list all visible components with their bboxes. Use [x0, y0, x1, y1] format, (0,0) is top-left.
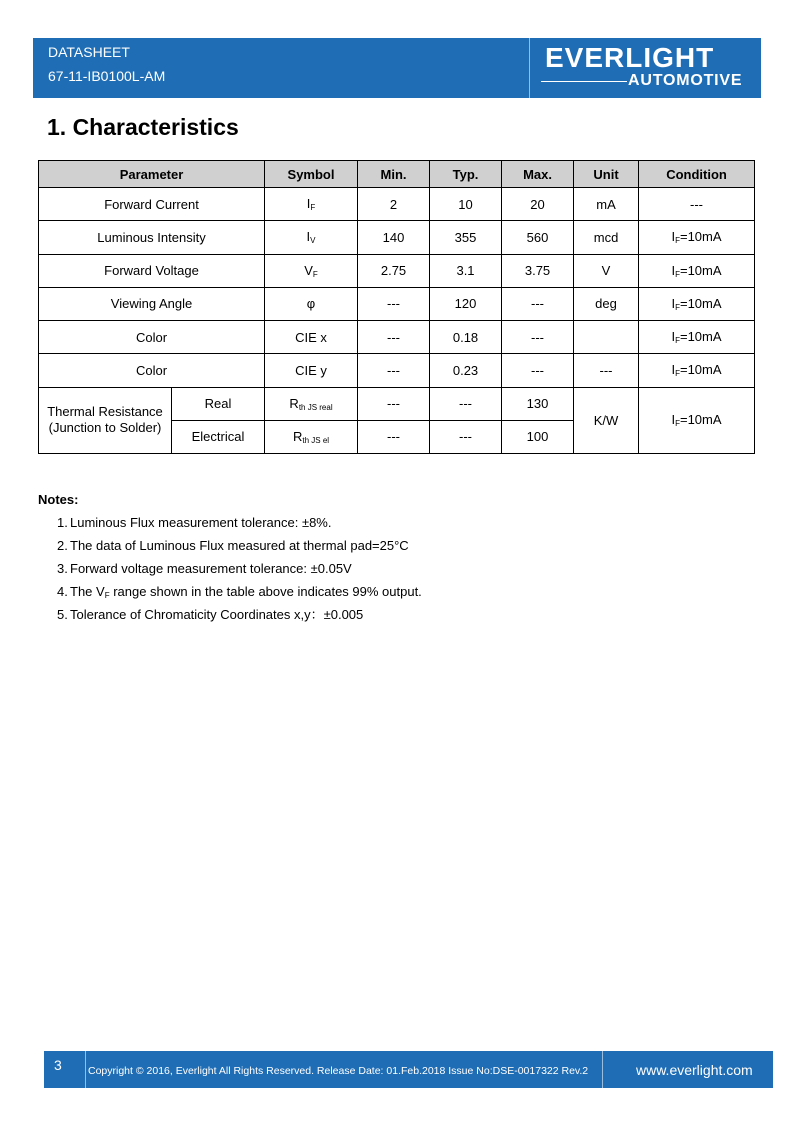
table-row [39, 287, 755, 320]
condition-value: =10mA [679, 329, 722, 345]
symbol-cell [265, 420, 358, 453]
max-cell: 130 [502, 387, 574, 420]
thermal-parameter-cell [39, 387, 172, 454]
thermal-param-line: (Junction to Solder) [48, 420, 162, 436]
note-number: 4. [57, 584, 68, 599]
condition-subscript: F [675, 369, 680, 379]
table-row [39, 221, 755, 254]
symbol-cell [265, 387, 358, 420]
symbol-main: R [289, 395, 299, 411]
table-row [39, 321, 755, 354]
unit-cell: V [574, 254, 639, 287]
typ-cell: --- [430, 387, 502, 420]
table-row [39, 354, 755, 387]
col-header: Symbol [265, 161, 358, 188]
max-cell: --- [502, 321, 574, 354]
note-text: The data of Luminous Flux measured at thermal pad=25°C [70, 538, 409, 553]
symbol-main: CIE x [295, 329, 327, 345]
symbol-main: I [306, 196, 311, 212]
symbol-cell [265, 254, 358, 287]
note-number: 3. [57, 561, 68, 576]
typ-cell: 120 [430, 287, 502, 320]
symbol-cell [265, 287, 358, 320]
symbol-main: R [292, 428, 303, 444]
condition-subscript: F [675, 302, 680, 312]
condition-value: =10mA [679, 295, 722, 311]
note-text: Luminous Flux measurement tolerance: ±8%. [70, 515, 332, 530]
condition-symbol: I [671, 412, 676, 428]
typ-cell: --- [430, 420, 502, 453]
unit-cell: K/W [574, 387, 639, 454]
min-cell: --- [358, 420, 430, 453]
note-text: Forward voltage measurement tolerance: ±0.05V [70, 561, 352, 576]
parameter-cell: Viewing Angle [39, 287, 265, 320]
note-item [57, 606, 422, 629]
condition-symbol: I [671, 262, 676, 278]
symbol-main: CIE y [295, 362, 327, 378]
note-item [57, 537, 422, 560]
symbol-subscript: V [310, 236, 316, 246]
parameter-cell: Color [39, 354, 265, 387]
note-item [57, 560, 422, 583]
part-number-label: 67-11-IB0100L-AM [48, 68, 166, 84]
min-cell: 140 [358, 221, 430, 254]
condition-value: =10mA [679, 262, 722, 278]
note-item [57, 514, 422, 537]
condition-value: =10mA [679, 412, 722, 428]
condition-subscript: F [675, 419, 680, 429]
section-title: 1. Characteristics [47, 114, 239, 140]
condition-symbol: I [671, 329, 676, 345]
symbol-cell [265, 321, 358, 354]
symbol-main: V [304, 262, 313, 278]
copyright-text: Copyright © 2016, Everlight All Rights Reserved. Release Date: 01.Feb.2018 Issue No:DSE-0017322 Rev.2 [88, 1065, 589, 1077]
symbol-cell [265, 221, 358, 254]
note-item [57, 583, 422, 606]
col-header: Typ. [430, 161, 502, 188]
condition-subscript: F [675, 269, 680, 279]
min-cell: 2 [358, 188, 430, 221]
table-header-row [39, 161, 755, 188]
note-text: range shown in the table above indicates 99% output. [109, 584, 422, 599]
unit-cell: mcd [574, 221, 639, 254]
table-row [39, 254, 755, 287]
condition-value: =10mA [679, 362, 722, 378]
condition-cell [639, 221, 755, 254]
symbol-cell [265, 354, 358, 387]
table-row [39, 188, 755, 221]
footer-divider [602, 1051, 603, 1088]
thermal-subtype-cell: Electrical [172, 420, 265, 453]
condition-subscript: F [675, 236, 680, 246]
condition-cell [639, 254, 755, 287]
symbol-subscript: F [312, 269, 318, 279]
min-cell: 2.75 [358, 254, 430, 287]
note-number: 5. [57, 607, 68, 622]
symbol-subscript: th JS el [302, 435, 330, 445]
max-cell: 3.75 [502, 254, 574, 287]
symbol-main: φ [306, 296, 316, 312]
col-header: Condition [639, 161, 755, 188]
min-cell: --- [358, 287, 430, 320]
max-cell: --- [502, 287, 574, 320]
unit-cell [574, 321, 639, 354]
typ-cell: 0.18 [430, 321, 502, 354]
unit-cell: deg [574, 287, 639, 320]
condition-symbol: I [671, 295, 676, 311]
condition-cell [639, 287, 755, 320]
typ-cell: 355 [430, 221, 502, 254]
col-header: Min. [358, 161, 430, 188]
condition-value: =10mA [679, 229, 722, 245]
condition-cell [639, 354, 755, 387]
col-header: Parameter [39, 161, 265, 188]
max-cell: 560 [502, 221, 574, 254]
typ-cell: 0.23 [430, 354, 502, 387]
notes-list [57, 514, 422, 629]
page-footer [44, 1051, 773, 1088]
note-subscript: F [104, 591, 110, 600]
condition-symbol: I [671, 362, 676, 378]
parameter-cell: Forward Voltage [39, 254, 265, 287]
max-cell: 20 [502, 188, 574, 221]
automotive-logo-text: AUTOMOTIVE [628, 72, 743, 89]
min-cell: --- [358, 321, 430, 354]
characteristics-table [38, 160, 755, 454]
table-row [39, 387, 755, 420]
thermal-subtype-cell: Real [172, 387, 265, 420]
note-text: Tolerance of Chromaticity Coordinates x,y：±0.005 [70, 607, 364, 622]
min-cell: --- [358, 354, 430, 387]
logo-rule [541, 81, 627, 82]
note-number: 2. [57, 538, 68, 553]
note-number: 1. [57, 515, 68, 530]
footer-divider [85, 1051, 86, 1088]
doc-type-label: DATASHEET [48, 44, 130, 60]
header-divider [529, 38, 530, 98]
min-cell: --- [358, 387, 430, 420]
page-number: 3 [54, 1057, 62, 1073]
max-cell: 100 [502, 420, 574, 453]
parameter-cell: Color [39, 321, 265, 354]
unit-cell: --- [574, 354, 639, 387]
notes-title: Notes: [38, 492, 79, 507]
typ-cell: 10 [430, 188, 502, 221]
condition-cell [639, 321, 755, 354]
symbol-subscript: th JS real [298, 402, 333, 412]
everlight-logo: EVERLIGHT [545, 42, 715, 73]
symbol-subscript: F [310, 203, 316, 213]
typ-cell: 3.1 [430, 254, 502, 287]
symbol-main: I [306, 229, 311, 245]
parameter-cell: Forward Current [39, 188, 265, 221]
website-link[interactable]: www.everlight.com [636, 1062, 753, 1078]
symbol-cell [265, 188, 358, 221]
unit-cell: mA [574, 188, 639, 221]
condition-symbol: I [671, 229, 676, 245]
note-text: The V [70, 584, 105, 599]
col-header: Max. [502, 161, 574, 188]
thermal-param-line: Thermal Resistance [47, 404, 163, 420]
condition-cell [639, 387, 755, 454]
parameter-cell: Luminous Intensity [39, 221, 265, 254]
max-cell: --- [502, 354, 574, 387]
condition-subscript: F [675, 336, 680, 346]
col-header: Unit [574, 161, 639, 188]
condition-value: --- [690, 196, 704, 212]
page-header [33, 38, 761, 98]
condition-cell [639, 188, 755, 221]
